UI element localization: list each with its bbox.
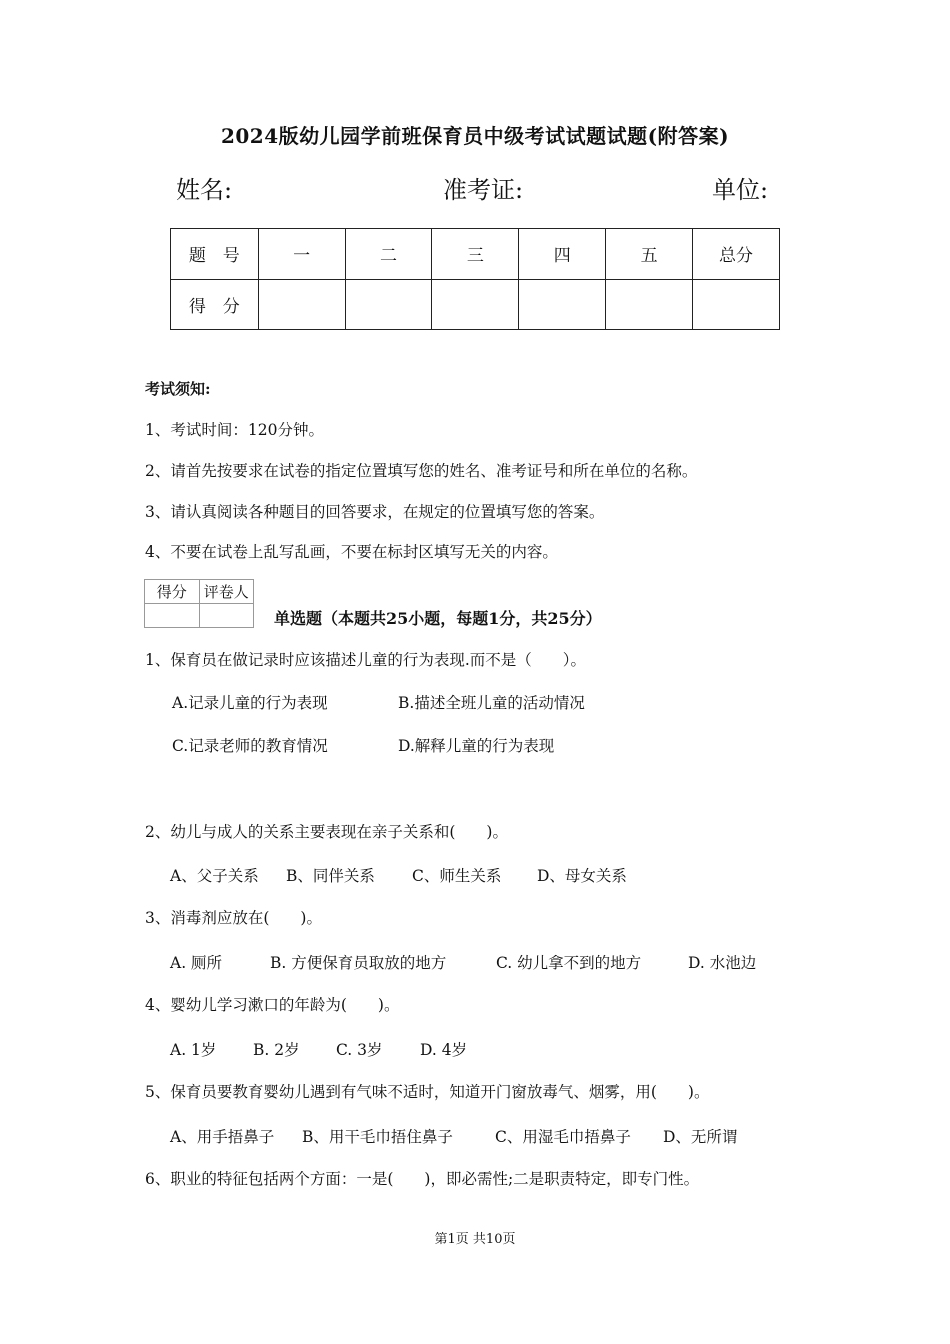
score-table-header-row: [171, 229, 780, 280]
question-option: B. 2岁: [253, 1041, 300, 1059]
score-row-label: 得 分: [171, 279, 259, 330]
score-table: [170, 228, 780, 330]
question-option: D、无所谓: [663, 1128, 738, 1146]
score-cell[interactable]: [606, 279, 693, 330]
score-header-cell: 题 号: [171, 229, 259, 280]
score-header-cell: 四: [519, 229, 606, 280]
question-stem: 1、保育员在做记录时应该描述儿童的行为表现.而不是（ ）。: [145, 651, 587, 669]
question-option: B. 方便保育员取放的地方: [270, 954, 447, 972]
question-option: D. 水池边: [688, 954, 757, 972]
question-option: B.描述全班儿童的活动情况: [398, 694, 585, 712]
score-header-cell: 总分: [693, 229, 780, 280]
question-stem: 5、保育员要教育婴幼儿遇到有气味不适时，知道开门窗放毒气、烟雾，用( )。: [145, 1083, 710, 1101]
question-option: A、用手捂鼻子: [170, 1128, 275, 1146]
question-stem: 2、幼儿与成人的关系主要表现在亲子关系和( )。: [145, 823, 508, 841]
name-field-label: 姓名:: [176, 176, 233, 204]
exam-id-field-label: 准考证:: [443, 176, 524, 204]
question-option: A. 厕所: [170, 954, 223, 972]
question-option: A. 1岁: [170, 1041, 217, 1059]
score-header-cell: 五: [606, 229, 693, 280]
question-option: C. 3岁: [336, 1041, 383, 1059]
question-stem: 3、消毒剂应放在( )。: [145, 909, 322, 927]
note-item: 1、考试时间：120分钟。: [145, 421, 324, 439]
grader-box: [144, 579, 254, 628]
question-option: C. 幼儿拿不到的地方: [496, 954, 642, 972]
note-item: 4、不要在试卷上乱写乱画，不要在标封区填写无关的内容。: [145, 543, 558, 561]
score-header-cell: 二: [345, 229, 432, 280]
page-title: 2024版幼儿园学前班保育员中级考试试题试题(附答案): [220, 124, 730, 148]
question-stem: 4、婴幼儿学习漱口的年龄为( )。: [145, 996, 400, 1014]
grader-score-cell[interactable]: [145, 604, 200, 628]
question-option: C、师生关系: [412, 867, 502, 885]
score-table-score-row: [171, 279, 780, 330]
question-option: A.记录儿童的行为表现: [172, 694, 328, 712]
grader-reviewer-cell[interactable]: [199, 604, 254, 628]
note-item: 2、请首先按要求在试卷的指定位置填写您的姓名、准考证号和所在单位的名称。: [145, 462, 698, 480]
notes-heading: 考试须知:: [145, 380, 211, 398]
question-option: B、用干毛巾捂住鼻子: [302, 1128, 453, 1146]
question-stem: 6、职业的特征包括两个方面：一是( )，即必需性;二是职责特定，即专门性。: [145, 1170, 700, 1188]
grader-score-label: 得分: [145, 580, 200, 604]
grader-reviewer-label: 评卷人: [199, 580, 254, 604]
question-option: D、母女关系: [537, 867, 627, 885]
note-item: 3、请认真阅读各种题目的回答要求，在规定的位置填写您的答案。: [145, 503, 605, 521]
page-footer: 第1页 共10页: [434, 1232, 516, 1247]
score-cell[interactable]: [693, 279, 780, 330]
question-option: D.解释儿童的行为表现: [398, 737, 555, 755]
score-header-cell: 三: [432, 229, 519, 280]
question-option: A、父子关系: [170, 867, 259, 885]
score-header-cell: 一: [258, 229, 345, 280]
score-cell[interactable]: [258, 279, 345, 330]
question-option: D. 4岁: [420, 1041, 468, 1059]
score-cell[interactable]: [519, 279, 606, 330]
section-title: 单选题（本题共25小题，每题1分，共25分）: [274, 609, 602, 628]
question-option: C、用湿毛巾捂鼻子: [495, 1128, 631, 1146]
question-option: B、同伴关系: [286, 867, 375, 885]
unit-field-label: 单位:: [712, 176, 769, 204]
score-cell[interactable]: [432, 279, 519, 330]
question-option: C.记录老师的教育情况: [172, 737, 328, 755]
score-cell[interactable]: [345, 279, 432, 330]
